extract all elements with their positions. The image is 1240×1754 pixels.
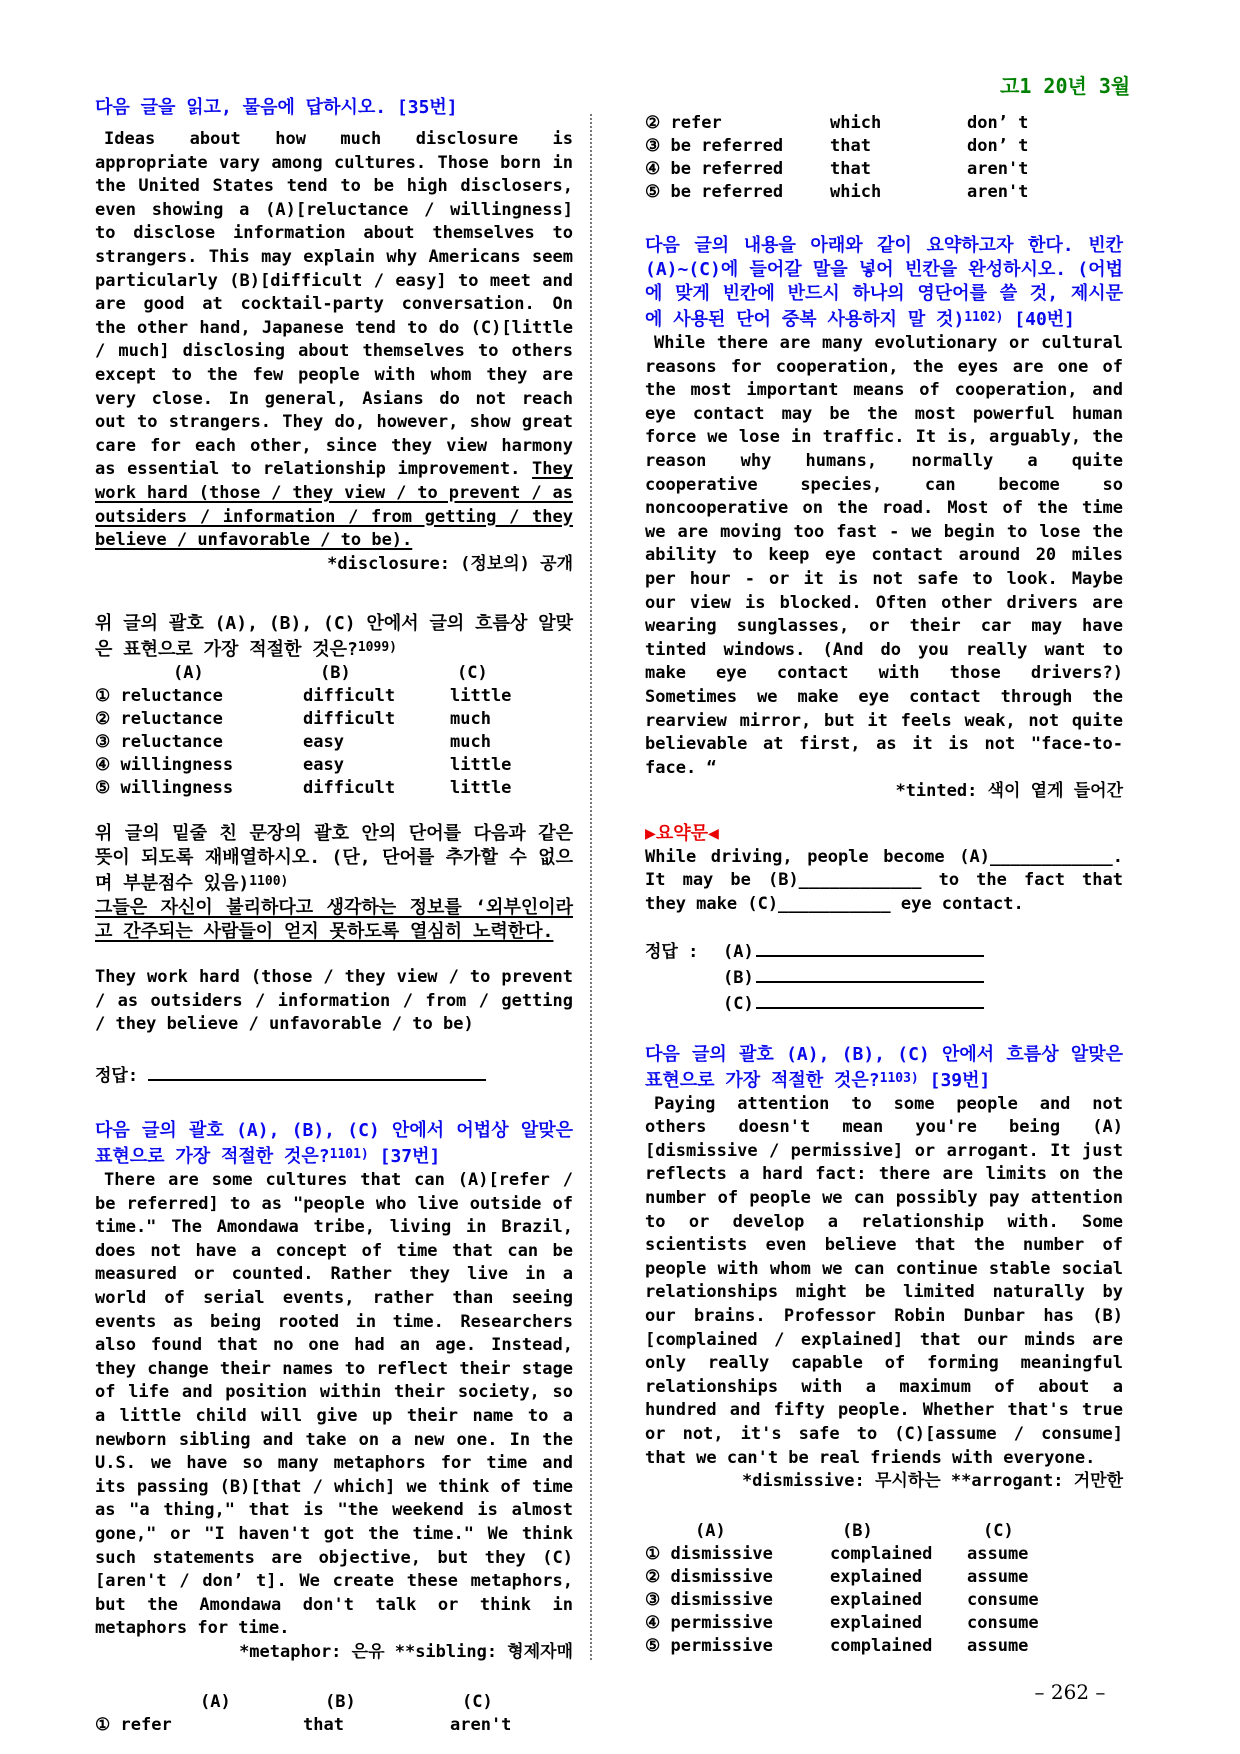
answer-item-label: (A) [723, 941, 754, 962]
answer-line [645, 965, 1123, 991]
question40-footnote: *tinted: 색이 옅게 들어간 [895, 781, 1123, 802]
column-a-label: (A) [173, 663, 204, 684]
option-cell-c: assume [967, 1566, 1029, 1587]
summary-sentence: While driving, people become (A)____________. It may be (B)____________ to the fact that they make (C)___________ eye contact. [645, 846, 1123, 915]
option-row [645, 1589, 1123, 1612]
option-cell-a: ② reluctance [95, 709, 223, 730]
option-row [645, 181, 1123, 204]
circled-number: ③ [95, 732, 111, 753]
options-header [645, 1520, 1123, 1543]
option-row [645, 135, 1123, 158]
question40-passage: While there are many evolutionary or cultural reasons for cooperation, the eyes are one of the most important means of cooperation, and eye contact may be the most powerful human force we lose in traffic. It is, arguably, the reason why humans, normally a quite cooperative species, can become so noncooperative on the road. Most of the time we are moving too fast - we begin to lose the ability to keep eye contact around 20 miles per hour - or it is not safe to look. Maybe our view is blocked. Often other drivers are wearing sunglasses, or their car may have tinted windows. (And do you really want to make eye contact with those drivers?) Sometimes we make eye contact through the rearview mirror, but it feels weak, not quite believable at first, as it is not "face-to-face. “ [645, 333, 1123, 778]
page-number: – 262 – [1034, 1680, 1106, 1704]
answer-blank [756, 941, 984, 957]
option-row [645, 1566, 1123, 1589]
option-cell-b: complained [830, 1543, 933, 1564]
option-cell-c: don’ t [967, 136, 1029, 156]
circled-number: ⑤ [645, 182, 661, 202]
option-cell-c: consume [967, 1612, 1039, 1633]
answer-item-label: (C) [723, 993, 754, 1014]
circled-number: ④ [95, 755, 111, 776]
option-cell-a: ① refer [95, 1714, 172, 1735]
question39-header: 다음 글의 괄호 (A), (B), (C) 안에서 흐름상 알맞은 표현으로 가장 적절한 것은?$^{1103)}$ [39번] [645, 1043, 1123, 1091]
question37-passage: There are some cultures that can (A)[refer / be referred] to as "people who live outside of time." The Amondawa tribe, living in Brazil, does not have a concept of time that can be measured or counted. Rather they live in a world of serial events, rather than seeing events as being rooted in time. Researchers also found that no one had an age. Instead, they change their names to reflect their stage of life and position within their society, so a little child will give up their name to a newborn sibling and take on a new one. In the U.S. we have so many metaphors for time and its passing (B)[that / which] we think of time as "a thing," that is "the weekend is almost gone," or "I haven't got the time." We think such statements are objective, but they (C)[aren't / don’ t]. We create these metaphors, but the Amondawa don't talk or think in metaphors for time. [95, 1170, 573, 1639]
summary-label: ▶요약문◀ [645, 822, 719, 844]
option-cell-c: little [450, 686, 512, 707]
options-header [95, 1691, 573, 1714]
option-cell-c: assume [967, 1635, 1029, 1656]
question-number-superscript: 1103) [879, 1070, 919, 1086]
option-cell-b: explained [830, 1566, 923, 1587]
option-cell-b: explained [830, 1612, 923, 1633]
option-row [645, 1612, 1123, 1635]
circled-number: ③ [645, 136, 661, 156]
option-row [95, 777, 573, 800]
question39-options [645, 1543, 1123, 1658]
answer-label: 정답: [95, 1066, 139, 1087]
answer-line [645, 991, 1123, 1017]
option-row [95, 754, 573, 777]
question1099-prompt: 위 글의 괄호 (A), (B), (C) 안에서 글의 흐름상 알맞은 표현으로 가장 적절한 것은?$^{1099)}$ [95, 613, 573, 661]
question39-passage: Paying attention to some people and not others doesn't mean you're being (A)[dismissive / permissive] or arrogant. It just reflects a hard fact: there are limits on the number of people we can possibly pay attention to or develop a relationship with. Some scientists even believe that the number of people with whom we can continue stable social relationships might be limited naturally by our brains. Professor Robin Dunbar has (B)[complained / explained] that our minds are only really capable of forming meaningful relationships with a maximum of about a hundred and fifty people. Whether that's true or not, it's safe to (C)[assume / consume] that we can't be real friends with everyone. [645, 1093, 1123, 1468]
question37-footnote: *metaphor: 은유 **sibling: 형제자매 [239, 1641, 573, 1662]
circled-number: ⑤ [95, 778, 111, 799]
question-number-superscript: 1101) [329, 1147, 369, 1163]
option-cell-b: explained [830, 1589, 923, 1610]
circled-number: ② [645, 1566, 661, 1587]
option-cell-b: that [303, 1714, 344, 1735]
answer-item-label: (B) [723, 967, 754, 988]
option-row [645, 1543, 1123, 1566]
question1100-target-sentence: 그들은 자신이 불리하다고 생각하는 정보를 ‘외부인이라고 간주되는 사람들이 얻지 못하도록 열심히 노력한다. [95, 897, 573, 943]
option-cell-a: ③ dismissive [645, 1589, 773, 1610]
option-cell-a: ② dismissive [645, 1566, 773, 1587]
option-cell-b: which [830, 113, 882, 133]
answer-blank [756, 967, 984, 983]
option-cell-a: ① dismissive [645, 1543, 773, 1564]
option-cell-b: easy [303, 732, 344, 753]
option-cell-a: ① reluctance [95, 686, 223, 707]
option-row [95, 685, 573, 708]
answer-blank [148, 1065, 486, 1081]
circled-number: ④ [645, 159, 661, 179]
column-c-label: (C) [983, 1520, 1014, 1541]
question35-passage [95, 128, 573, 553]
option-cell-a: ② refer [645, 113, 722, 133]
circled-number: ① [95, 686, 111, 707]
question37-header: 다음 글의 괄호 (A), (B), (C) 안에서 어법상 알맞은 표현으로 가장 적절한 것은?$^{1101)}$ [37번] [95, 1120, 573, 1168]
option-cell-c: little [450, 755, 512, 776]
column-b-label: (B) [325, 1691, 356, 1712]
option-cell-c: aren't [967, 182, 1029, 202]
answer-label: 정답 : [645, 941, 699, 962]
option-cell-b: which [830, 182, 882, 202]
circled-number: ② [95, 709, 111, 730]
option-row [95, 708, 573, 731]
option-cell-c: consume [967, 1589, 1039, 1610]
column-c-label: (C) [457, 663, 488, 684]
question35-header: 다음 글을 읽고, 물음에 답하시오. [35번] [95, 97, 458, 118]
option-cell-c: aren't [450, 1714, 512, 1735]
option-cell-a: ③ reluctance [95, 732, 223, 753]
option-cell-a: ④ willingness [95, 755, 234, 776]
option-cell-c: much [450, 732, 491, 753]
question40-header: 다음 글의 내용을 아래와 같이 요약하고자 한다. 빈칸 (A)~(C)에 들어갈 말을 넣어 빈칸을 완성하시오. (어법에 맞게 빈칸에 반드시 하나의 영단어를 쓸 것, 제시문에 사용된 단어 중복 사용하지 말 것)$^{1102)}$ [40번] [645, 235, 1123, 330]
option-cell-a: ⑤ permissive [645, 1635, 773, 1656]
question-number-superscript: 1100) [249, 874, 289, 890]
option-row [95, 731, 573, 754]
option-cell-b: that [830, 159, 871, 179]
column-a-label: (A) [695, 1520, 726, 1541]
option-cell-c: aren't [967, 159, 1029, 179]
question37-options-continued [645, 112, 1123, 204]
option-cell-b: difficult [303, 778, 396, 799]
column-c-label: (C) [462, 1691, 493, 1712]
option-cell-c: don’ t [967, 113, 1029, 133]
column-b-label: (B) [320, 663, 351, 684]
passage-underlined-sentence: They work hard (those / they view / to prevent / as outsiders / information / from getting / they believe / unfavorable / to be). [95, 459, 573, 551]
option-cell-a: ⑤ willingness [95, 778, 234, 799]
question40-answer-block [645, 939, 1123, 1017]
question1100-prompt: 위 글의 밑줄 친 문장의 괄호 안의 단어를 다음과 같은 뜻이 되도록 재배열하시오. (단, 단어를 추가할 수 없으며 부분점수 있음)$^{1100)}$ [95, 823, 573, 895]
options-header [95, 662, 573, 685]
question-number-superscript: 1099) [357, 640, 397, 656]
answer-line [645, 939, 1123, 965]
option-row [645, 158, 1123, 181]
option-cell-b: difficult [303, 686, 396, 707]
column-b-label: (B) [842, 1520, 873, 1541]
option-cell-c: much [450, 709, 491, 730]
answer-line [95, 1063, 573, 1089]
option-cell-b: easy [303, 755, 344, 776]
question1100-rearrange-words: They work hard (those / they view / to prevent / as outsiders / information / from / getting / they believe / unfavorable / to be) [95, 967, 573, 1035]
circled-number: ③ [645, 1589, 661, 1610]
option-row [645, 112, 1123, 135]
column-divider [590, 114, 592, 1660]
question-number-superscript: 1102) [964, 310, 1004, 325]
option-row [645, 1635, 1123, 1658]
option-row [95, 1714, 573, 1737]
option-cell-a: ⑤ be referred [645, 182, 784, 202]
left-column [95, 96, 573, 1737]
option-cell-c: little [450, 778, 512, 799]
column-a-label: (A) [200, 1691, 231, 1712]
option-cell-c: assume [967, 1543, 1029, 1564]
circled-number: ⑤ [645, 1635, 661, 1656]
option-cell-b: complained [830, 1635, 933, 1656]
option-cell-a: ④ permissive [645, 1612, 773, 1633]
question35-footnote: *disclosure: (정보의) 공개 [327, 553, 573, 574]
question39-footnote: *dismissive: 무시하는 **arrogant: 거만한 [741, 1471, 1123, 1492]
circled-number: ④ [645, 1612, 661, 1633]
circled-number: ① [645, 1543, 661, 1564]
passage-text: Ideas about how much disclosure is appropriate vary among cultures. Those born in the United States tend to be high disclosers, even showing a (A)[reluctance / willingness] to disclose information about themselves to strangers. This may explain why Americans seem particularly (B)[difficult / easy] to meet and are good at cocktail-party conversation. On the other hand, Japanese tend to do (C)[little / much] disclosing about themselves to others except to the few people with whom they are very close. In general, Asians do not reach out to strangers. They do, however, show great care for each other, since they view harmony as essential to relationship improvement. [95, 129, 573, 480]
option-cell-a: ③ be referred [645, 136, 784, 156]
option-cell-b: that [830, 136, 871, 156]
grade-month-header: 고1 20년 3월 [1000, 74, 1131, 98]
right-column [645, 112, 1123, 1658]
option-cell-b: difficult [303, 709, 396, 730]
answer-blank [756, 993, 984, 1009]
circled-number: ① [95, 1714, 111, 1735]
circled-number: ② [645, 113, 661, 133]
option-cell-a: ④ be referred [645, 159, 784, 179]
